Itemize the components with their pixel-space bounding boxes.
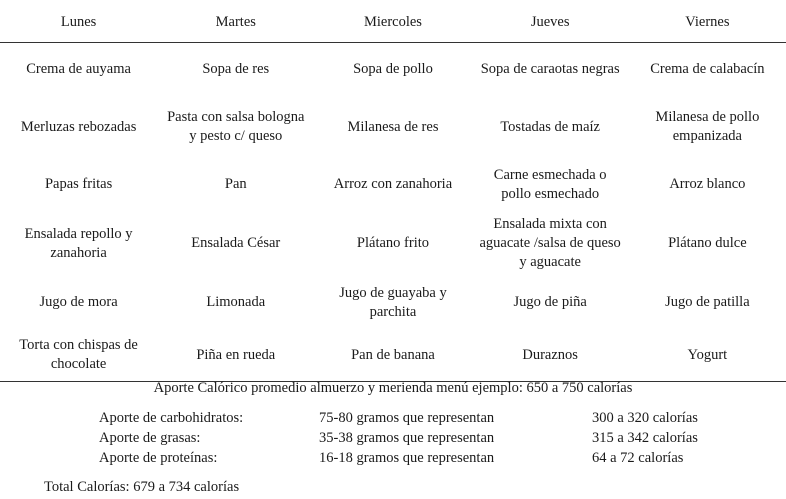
menu-cell: Jugo de piña bbox=[513, 294, 587, 310]
breakdown-grams: 35-38 gramos que representan bbox=[319, 430, 495, 446]
day-header-tuesday: Martes bbox=[157, 4, 314, 42]
menu-cell: Jugo de patilla bbox=[665, 294, 750, 310]
menu-cell: Sopa de pollo bbox=[353, 61, 433, 78]
menu-cell: Jugo de mora bbox=[39, 294, 118, 310]
menu-cell: Milanesa de pollo empanizada bbox=[655, 109, 760, 144]
table-row bbox=[0, 275, 786, 330]
menu-cell: Crema de calabacín bbox=[650, 61, 765, 78]
menu-cell: Crema de auyama bbox=[26, 61, 131, 78]
breakdown-grams: 16-18 gramos que representan bbox=[319, 450, 495, 466]
menu-cell: Plátano frito bbox=[356, 235, 430, 251]
breakdown-calories: 64 a 72 calorías bbox=[592, 450, 684, 466]
menu-cell: Yogurt bbox=[629, 330, 786, 381]
menu-cell: Torta con chispas de chocolate bbox=[0, 330, 157, 381]
menu-cell: Merluzas rebozadas bbox=[20, 118, 137, 135]
breakdown-row-carbohydrates bbox=[99, 408, 752, 428]
breakdown-label: Aporte de carbohidratos: bbox=[99, 410, 244, 426]
menu-cell: Limonada bbox=[206, 294, 266, 310]
caloric-summary: Aporte Calórico promedio almuerzo y merienda menú ejemplo: 650 a 750 calorías bbox=[153, 380, 633, 396]
total-calories: Total Calorías: 679 a 734 calorías bbox=[44, 479, 240, 495]
menu-cell: Papas fritas bbox=[44, 176, 113, 192]
table-row bbox=[0, 330, 786, 381]
menu-cell: Arroz con zanahoria bbox=[333, 176, 453, 192]
macronutrient-breakdown bbox=[99, 408, 752, 468]
table-row bbox=[0, 97, 786, 157]
menu-cell: Arroz blanco bbox=[669, 176, 746, 192]
breakdown-calories: 315 a 342 calorías bbox=[592, 430, 698, 446]
breakdown-grams: 75-80 gramos que representan bbox=[319, 410, 495, 426]
table-row bbox=[0, 212, 786, 275]
breakdown-calories: 300 a 320 calorías bbox=[592, 410, 698, 426]
menu-cell: Sopa de caraotas negras bbox=[480, 61, 620, 78]
menu-cell: Pan bbox=[224, 176, 247, 192]
day-header-friday: Viernes bbox=[629, 4, 786, 42]
table-header-row bbox=[0, 4, 786, 42]
menu-cell: Pan de banana bbox=[314, 330, 471, 381]
menu-cell: Piña en rueda bbox=[157, 330, 314, 381]
menu-cell: Duraznos bbox=[472, 330, 629, 381]
menu-cell: Ensalada César bbox=[191, 235, 281, 251]
menu-cell: Plátano dulce bbox=[668, 235, 747, 251]
menu-cell: Milanesa de res bbox=[347, 118, 439, 135]
weekly-menu-table bbox=[0, 4, 786, 382]
table-row bbox=[0, 42, 786, 97]
day-header-wednesday: Miercoles bbox=[314, 4, 471, 42]
day-header-monday: Lunes bbox=[0, 4, 157, 42]
menu-cell: Pasta con salsa bologna y pesto c/ queso bbox=[167, 109, 305, 144]
menu-cell: Carne esmechada o pollo esmechado bbox=[493, 166, 607, 202]
menu-cell: Jugo de guayaba y parchita bbox=[339, 284, 447, 320]
menu-cell: Tostadas de maíz bbox=[500, 118, 600, 135]
menu-cell: Ensalada mixta con aguacate /salsa de queso y aguacate bbox=[479, 216, 621, 270]
menu-cell: Ensalada repollo y zanahoria bbox=[24, 225, 133, 261]
breakdown-label: Aporte de grasas: bbox=[99, 430, 201, 446]
menu-cell: Sopa de res bbox=[202, 61, 270, 78]
day-header-thursday: Jueves bbox=[472, 4, 629, 42]
breakdown-row-fats bbox=[99, 428, 752, 448]
breakdown-label: Aporte de proteínas: bbox=[99, 450, 218, 466]
breakdown-row-proteins bbox=[99, 448, 752, 468]
table-row bbox=[0, 157, 786, 212]
